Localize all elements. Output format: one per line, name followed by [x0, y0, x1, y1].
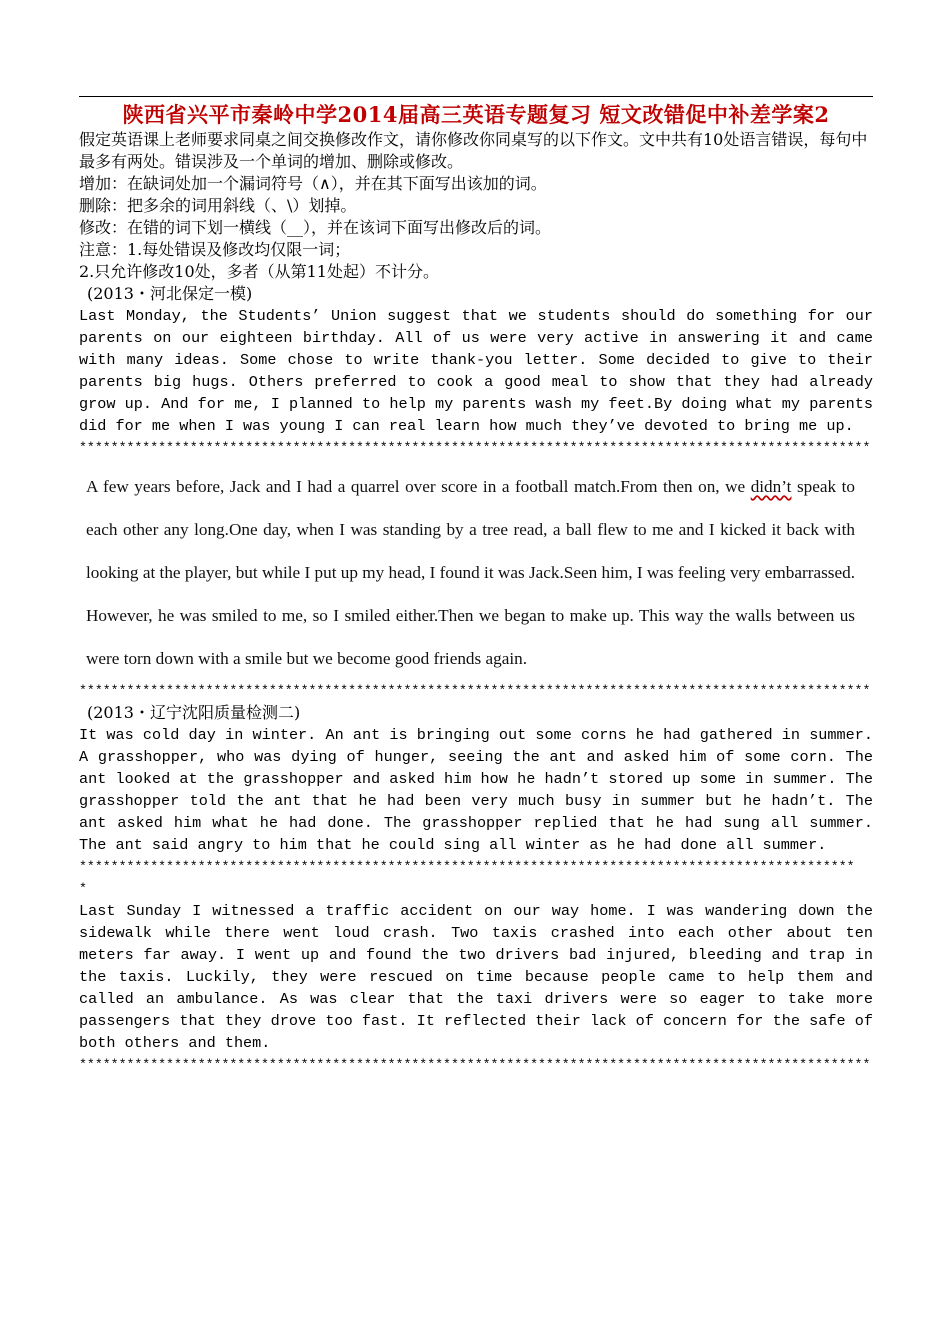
- separator-line: ****************************************************************************************************: [79, 440, 871, 455]
- instruction-delete: 删除：把多余的词用斜线（、\）划掉。: [79, 196, 357, 215]
- passage-2-scanned-text: [79, 465, 873, 680]
- instruction-note-2: 2.只允许修改10处，多者（从第11处起）不计分。: [79, 262, 439, 281]
- passage-2-spellcheck-word: didn’t: [750, 477, 792, 496]
- instruction-add: 增加：在缺词处加一个漏词符号（∧），并在其下面写出该加的词。: [79, 174, 547, 193]
- separator-line: ****************************************************************************************************: [79, 683, 871, 698]
- document-title: 陕西省兴平市秦岭中学2014届高三英语专题复习 短文改错促中补差学案2: [122, 102, 830, 127]
- instruction-intro: 假定英语课上老师要求同桌之间交换修改作文，请你修改你同桌写的以下作文。文中共有10处语言错误，每句中最多有两处。错误涉及一个单词的增加、删除或修改。: [79, 130, 868, 171]
- separator-line-wrapped: **************************************************************************************************: [79, 859, 855, 874]
- passage-2-text-after: speak to each other any long.One day, when I was standing by a tree read, a ball flew to me and I kicked it back with looking at the player, but while I put up my head, I found it was Jack.Seen him, I was feeling very embarrassed. However, he was smiled to me, so I smiled either.Then we began to make up. This way the walls between us were torn down with a smile but we become good friends again.: [86, 477, 855, 668]
- instruction-note-1: 注意：1.每处错误及修改均仅限一词；: [79, 240, 351, 259]
- document-page: [79, 96, 873, 1076]
- header-rule: [79, 96, 873, 97]
- passage-2-text-before: A few years before, Jack and I had a quarrel over score in a football match.From then on, we: [86, 477, 751, 496]
- instruction-modify: 修改：在错的词下划一横线（__），并在该词下面写出修改后的词。: [79, 218, 552, 237]
- separator-line-wrapped-tail: *: [79, 881, 87, 896]
- separator-line: ****************************************************************************************************: [79, 1057, 871, 1072]
- passage-3-text: It was cold day in winter. An ant is bringing out some corns he had gathered in summer. A grasshopper, who was dying of hunger, seeing the ant and asked him of some corn. The ant looked at the grasshopper and asked him how he hadn’t stored up some in summer. The grasshopper told the ant that he had been very much busy in summer but he hadn’t. The ant asked him what he had done. The grasshopper replied that he had sung all summer. The ant said angry to him that he could sing all winter as he had done all summer.: [79, 726, 873, 854]
- passage-4-text: Last Sunday I witnessed a traffic accident on our way home. I was wandering down the sidewalk while there went loud crash. Two taxis crashed into each other about ten meters far away. I went up and found the two drivers bad injured, bleeding and trap in the taxis. Luckily, they were rescued on time because people came to help them and called an ambulance. As was clear that the taxi drivers were so eager to take more passengers that they drove too fast. It reflected their lack of concern for the safe of both others and them.: [79, 902, 873, 1052]
- passage-1-text: Last Monday, the Students’ Union suggest that we students should do something for our parents on our eighteen birthday. All of us were very active in answering it and came with many ideas. Some chose to write thank-you letter. Some decided to give to their parents big hugs. Others preferred to cook a good meal to show that they had already grow up. And for me, I planned to help my parents wash my feet.By doing what my parents did for me when I was young I can real learn how much they’ve devoted to bring me up.: [79, 307, 873, 435]
- passage-3-source: (2013・辽宁沈阳质量检测二): [87, 703, 301, 722]
- passage-1-source: (2013・河北保定一模): [87, 284, 253, 303]
